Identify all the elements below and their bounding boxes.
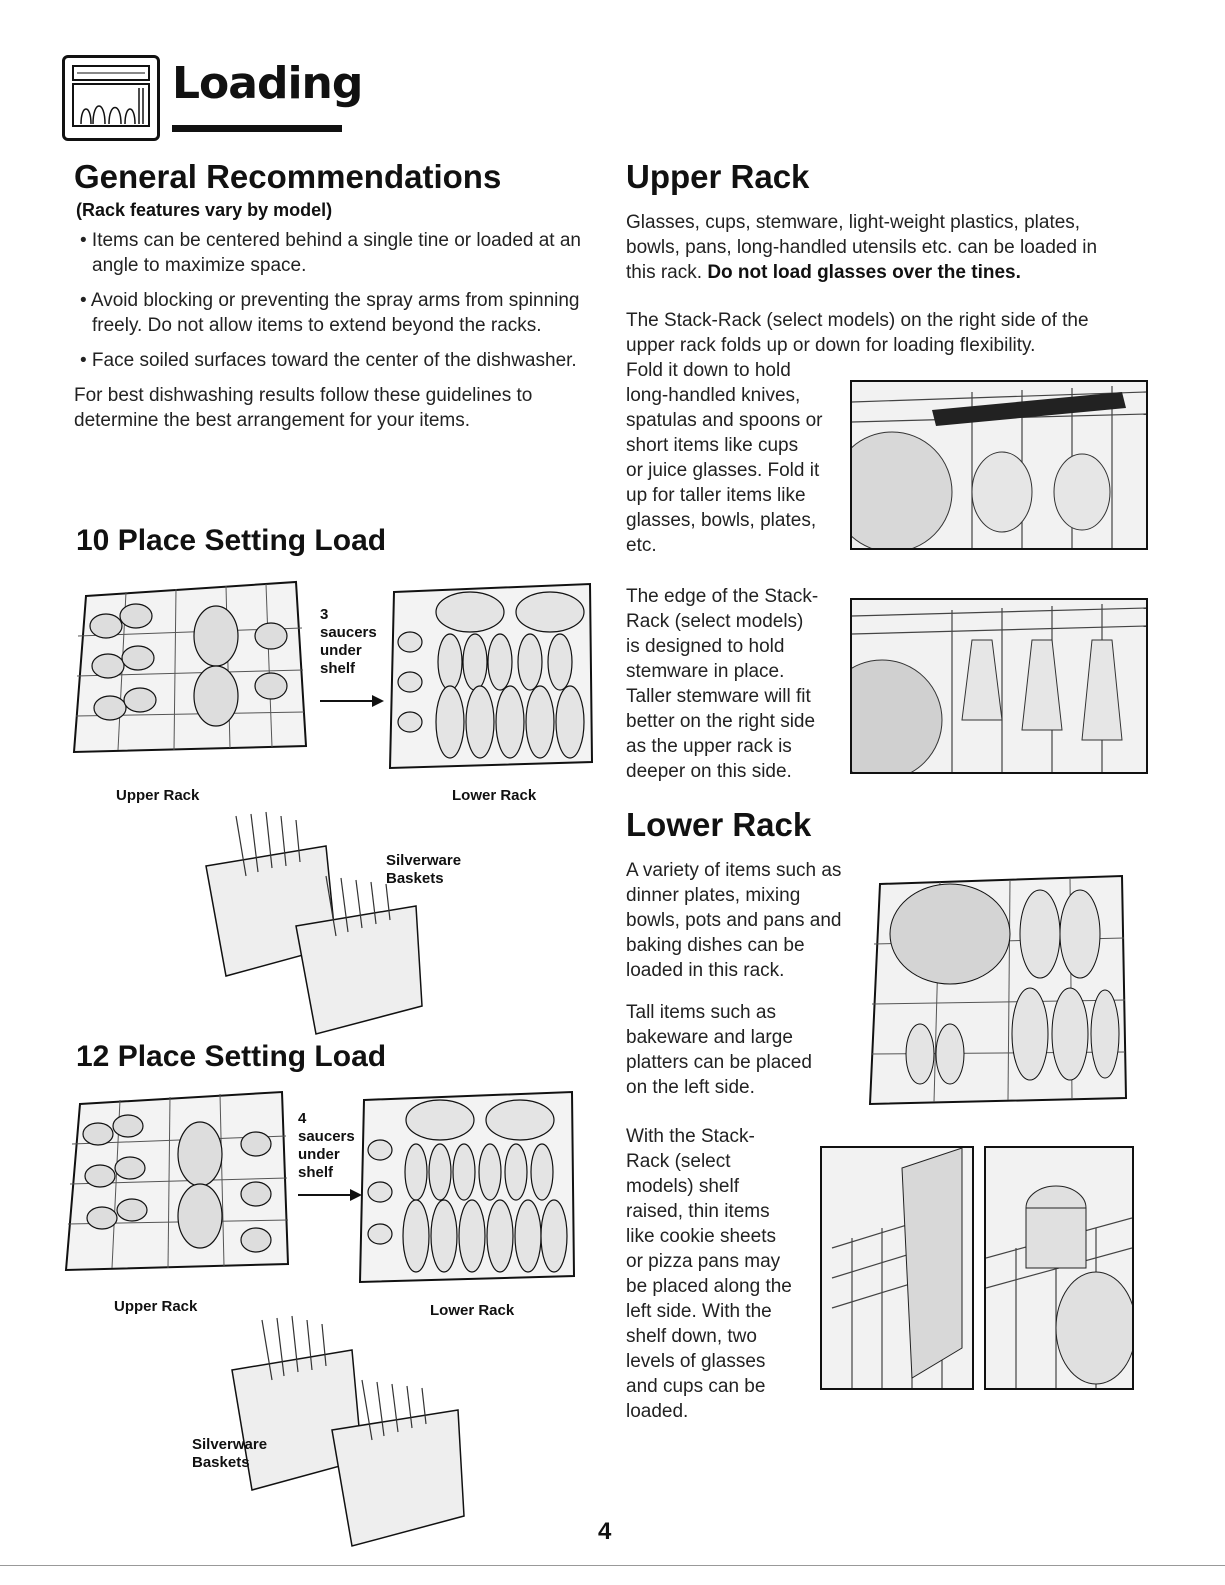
general-closing: For best dishwashing results follow these guidelines to determine the best arrangement for your items. xyxy=(74,385,533,431)
upper-rack-heading: Upper Rack xyxy=(626,158,810,195)
stack-rack-down-glasses-photo xyxy=(984,1146,1134,1390)
title-underline xyxy=(172,125,342,132)
load12-heading: 12 Place Setting Load xyxy=(76,1040,387,1073)
lower-rack-paragraph-1: A variety of items such as dinner plates, mixing bowls, pots and pans and baking dishes can be loaded in this rack. xyxy=(626,860,842,981)
page-title: Loading xyxy=(172,58,363,109)
upper-rack-paragraph-1: Glasses, cups, stemware, light-weight plastics, plates, bowls, pans, long-handled utensils etc. can be loaded in this rack. Do not load glasses over the tines. xyxy=(626,212,1098,283)
load12-note: 4 saucers under shelf xyxy=(298,1110,355,1181)
stack-rack-raised-photo xyxy=(820,1146,974,1390)
arrow-right-icon xyxy=(320,694,384,708)
lower-rack-caption-12: Lower Rack xyxy=(430,1302,515,1319)
dishwasher-icon xyxy=(65,58,157,138)
upper-rack-illustration-10 xyxy=(66,576,310,776)
upper-rack-paragraph-3: The edge of the Stack- Rack (select models) is designed to hold stemware in place. Taller stemware will fit better on the right side as the upper rack is deeper on this side. xyxy=(626,586,819,782)
baskets-caption-10: Silverware Baskets xyxy=(386,852,462,887)
load10-heading: 10 Place Setting Load xyxy=(76,524,387,557)
stack-rack-edge-photo xyxy=(850,598,1148,774)
upper-rack-warning: Do not load glasses over the tines. xyxy=(707,262,1021,283)
general-subheading: (Rack features vary by model) xyxy=(76,200,333,220)
header-icon-box xyxy=(62,55,160,141)
lower-rack-caption-10: Lower Rack xyxy=(452,787,537,804)
load10-note: 3 saucers under shelf xyxy=(320,606,377,677)
upper-rack-caption-10: Upper Rack xyxy=(116,787,200,804)
lower-rack-photo xyxy=(860,854,1132,1116)
general-heading: General Recommendations xyxy=(74,158,502,195)
lower-rack-heading: Lower Rack xyxy=(626,806,812,843)
upper-rack-caption-12: Upper Rack xyxy=(114,1298,198,1315)
upper-rack-paragraph-2-wrap: Fold it down to hold long-handled knives, spatulas and spoons or short items like cups or juice glasses. Fold it up for taller items like glasses, bowls, plates, etc. xyxy=(626,360,823,556)
page-number: 4 xyxy=(598,1518,612,1545)
general-bullets xyxy=(76,228,586,433)
bullet-item: • Avoid blocking or preventing the spray arms from spinning freely. Do not allow items to extend beyond the racks. xyxy=(80,290,580,336)
upper-rack-paragraph-2: The Stack-Rack (select models) on the right side of the upper rack folds up or down for loading flexibility. xyxy=(626,310,1089,356)
lower-rack-illustration-10 xyxy=(380,572,598,778)
lower-rack-illustration-12 xyxy=(350,1080,580,1294)
bottom-rule xyxy=(0,1565,1225,1566)
lower-rack-paragraph-3: With the Stack- Rack (select models) shelf raised, thin items like cookie sheets or pizza pans may be placed along the left side. With the shelf down, two levels of glasses and cups can be loaded. xyxy=(626,1126,792,1422)
stack-rack-down-photo xyxy=(850,380,1148,550)
bullet-item: • Face soiled surfaces toward the center of the dishwasher. xyxy=(80,350,577,371)
upper-rack-illustration-12 xyxy=(60,1084,292,1294)
silverware-baskets-illustration-12 xyxy=(222,1310,482,1550)
bullet-item: • Items can be centered behind a single tine or loaded at an angle to maximize space. xyxy=(80,230,581,276)
baskets-caption-12: Silverware Baskets xyxy=(192,1436,268,1471)
silverware-baskets-illustration-10 xyxy=(196,806,436,1038)
lower-rack-paragraph-2: Tall items such as bakeware and large platters can be placed on the left side. xyxy=(626,1002,812,1098)
